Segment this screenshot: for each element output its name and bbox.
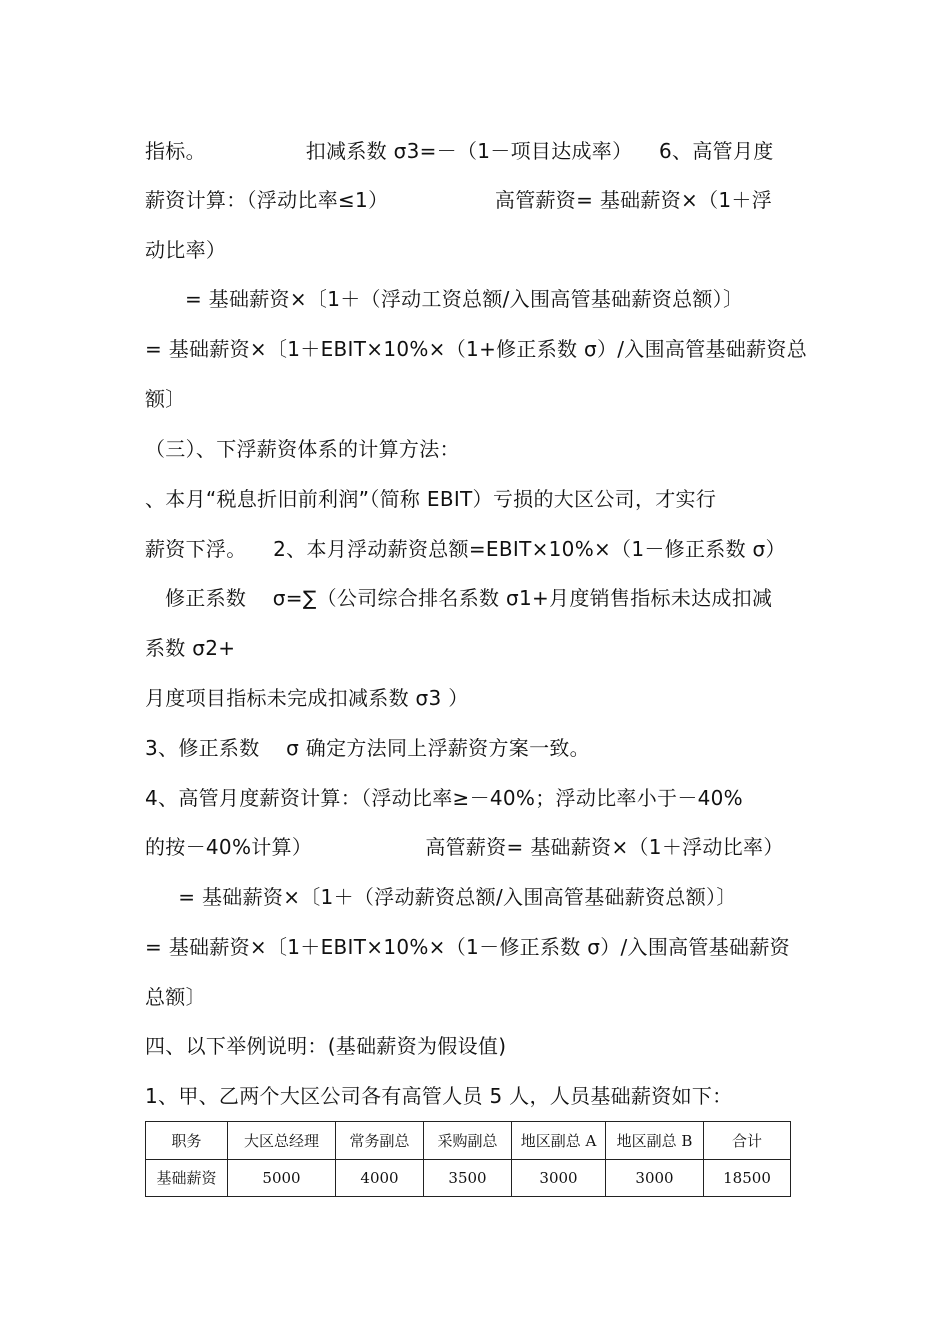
table-cell: 基础薪资 <box>146 1159 228 1197</box>
text-line-3: 动比率） <box>145 238 227 262</box>
table-header-cell: 大区总经理 <box>228 1122 336 1160</box>
section-heading-4: 四、以下举例说明：(基础薪资为假设值) <box>145 1034 507 1058</box>
text-line-16: = 基础薪资×〔1＋（浮动薪资总额/入围高管基础薪资总额）〕 <box>145 885 737 909</box>
salary-table <box>145 1121 791 1197</box>
text-line-14: 4、高管月度薪资计算：（浮动比率≥－40%；浮动比率小于－40% <box>145 786 743 810</box>
table-header-cell: 采购副总 <box>424 1122 512 1160</box>
table-header-cell: 地区副总 A <box>512 1122 606 1160</box>
text-line-6: 额〕 <box>145 387 186 411</box>
table-row <box>146 1159 791 1197</box>
table-header-cell: 常务副总 <box>336 1122 424 1160</box>
text-line-18: 总额〕 <box>145 985 206 1009</box>
text-line-1: 指标。 扣减系数 σ3=－（1－项目达成率） 6、高管月度 <box>145 139 774 163</box>
table-cell: 3500 <box>424 1159 512 1197</box>
table-cell: 3000 <box>512 1159 606 1197</box>
text-line-9: 薪资下浮。 2、本月浮动薪资总额=EBIT×10%×（1－修正系数 σ） <box>145 537 786 561</box>
text-line-4: = 基础薪资×〔1＋（浮动工资总额/入围高管基础薪资总额）〕 <box>145 287 744 311</box>
table-header-cell: 职务 <box>146 1122 228 1160</box>
text-line-12: 月度项目指标未完成扣减系数 σ3 ） <box>145 686 469 710</box>
text-line-13: 3、修正系数 σ 确定方法同上浮薪资方案一致。 <box>145 736 590 760</box>
text-line-8: 、本月“税息折旧前利润”（简称 EBIT）亏损的大区公司，才实行 <box>145 487 717 511</box>
text-line-2: 薪资计算：（浮动比率≤1） 高管薪资= 基础薪资×（1＋浮 <box>145 188 772 212</box>
text-line-17: = 基础薪资×〔1＋EBIT×10%×（1－修正系数 σ）/入围高管基础薪资 <box>145 935 790 959</box>
text-line-15: 的按－40%计算） 高管薪资= 基础薪资×（1＋浮动比率） <box>145 835 784 859</box>
table-cell: 4000 <box>336 1159 424 1197</box>
text-line-11: 系数 σ2+ <box>145 636 236 660</box>
text-line-20: 1、甲、乙两个大区公司各有高管人员 5 人，人员基础薪资如下： <box>145 1084 733 1108</box>
table-header-row <box>146 1122 791 1160</box>
text-line-5: = 基础薪资×〔1＋EBIT×10%×（1+修正系数 σ）/入围高管基础薪资总 <box>145 337 807 361</box>
table-header-cell: 地区副总 B <box>606 1122 704 1160</box>
section-heading-3: （三）、下浮薪资体系的计算方法： <box>145 437 460 461</box>
table-cell: 3000 <box>606 1159 704 1197</box>
table-cell: 5000 <box>228 1159 336 1197</box>
text-line-10: 修正系数 σ=∑（公司综合排名系数 σ1+月度销售指标未达成扣减 <box>145 586 773 610</box>
table-cell: 18500 <box>704 1159 791 1197</box>
table-header-cell: 合计 <box>704 1122 791 1160</box>
